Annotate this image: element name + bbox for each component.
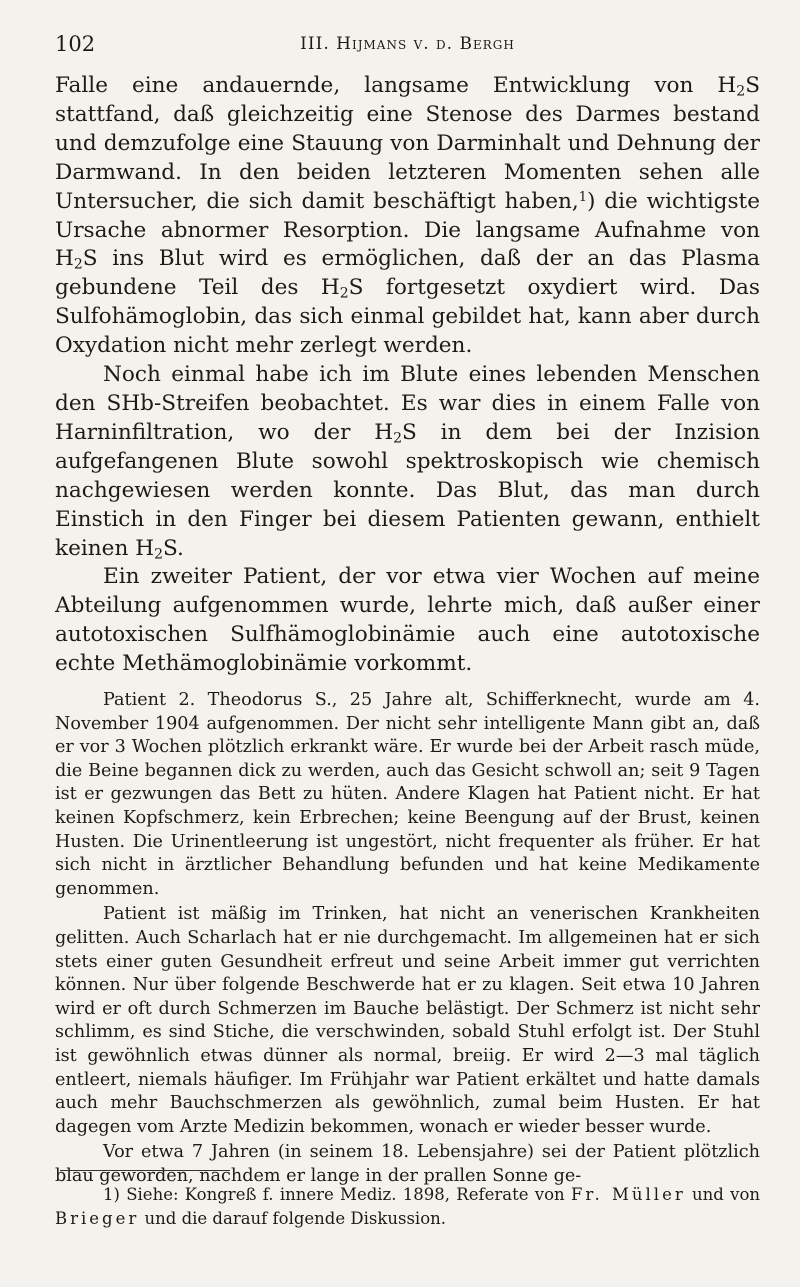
subscript: 2 (393, 430, 403, 447)
footnote-text: 1) Siehe: Kongreß f. innere Mediz. 1898, Referate von (103, 1185, 571, 1204)
text-run: Falle eine andauernde, langsame Entwicklung von H (55, 73, 737, 98)
paragraph-anamnesis: Patient ist mäßig im Trinken, hat nicht an venerischen Krankheiten gelitten. Auch Scharlach hat er nie durchgemacht. Im allgemeinen hat er sich stets einer guten Gesundheit erfreut und seine Arbeit immer gut verrichten können. Nur über folgende Beschwerde hat er zu klagen. Seit etwa 10 Jahren wird er oft durch Schmerzen im Bauche belästigt. Der Schmerz ist nicht sehr schlimm, es sind Stiche, die verschwinden, sobald Stuhl erfolgt ist. Der Stuhl ist gewöhnlich etwas dünner als normal, breiig. Er wird 2—3 mal täglich entleert, niemals häufiger. Im Frühjahr war Patient erkältet und hatte damals auch mehr Bauchschmerzen als gewöhnlich, zumal beim Husten. Er hat dagegen vom Arzte Medizin bekommen, wonach er wieder besser wurde. (55, 904, 760, 1137)
paragraph-case-history: Patient 2. Theodorus S., 25 Jahre alt, Schifferknecht, wurde am 4. November 1904 aufgenommen. Der nicht sehr intelligente Mann gibt an, daß er vor 3 Wochen plötzlich erkrankt wäre. Er wurde bei der Arbeit rasch müde, die Beine begannen dick zu werden, auch das Gesicht schwoll an; seit 9 Tagen ist er gezwungen das Bett zu hüten. Andere Klagen hat Patient nicht. Er hat keinen Kopfschmerz, kein Erbrechen; keine Beengung auf der Brust, keinen Husten. Die Urinentleerung ist ungestört, nicht frequenter als früher. Er hat sich nicht in ärztlicher Behandlung befunden und hat keine Medikamente genommen. (55, 690, 760, 899)
subscript: 2 (736, 83, 746, 100)
footnote-text: und die darauf folgende Diskussion. (139, 1209, 446, 1228)
body-text (55, 72, 760, 1189)
page-number: 102 (55, 32, 96, 56)
footnote-author: Fr. Müller (570, 1185, 686, 1204)
footnote (55, 1183, 760, 1231)
subscript: 2 (154, 546, 163, 562)
paragraph-history-continued: Vor etwa 7 Jahren (in seinem 18. Lebensjahre) sei der Patient plötzlich blau geworden, nachdem er lange in der prallen Sonne ge- (55, 1142, 760, 1186)
footnote-ref: 1 (578, 189, 588, 205)
text-run: S ins Blut wird es ermöglichen, daß der an das Plasma gebundene Teil des H (55, 246, 760, 301)
footnote-author: Brieger (55, 1209, 140, 1228)
paragraph-second-patient: Ein zweiter Patient, der vor etwa vier Wochen auf meine Abteilung aufgenommen wurde, lehrte mich, daß außer einer autotoxischen Sulfhämoglobinämie auch eine autotoxische echte Methämoglobinämie vorkommt. (55, 564, 760, 677)
running-head: III. Hijmans v. d. Bergh (300, 34, 515, 54)
text-run: S fortgesetzt oxydiert wird. Das Sulfohämoglobin, das sich einmal gebildet hat, kann aber durch Oxydation nicht mehr zerlegt werden. (55, 275, 760, 359)
paragraph-continuation (55, 72, 760, 361)
footnote-text: und von (685, 1185, 761, 1204)
subscript: 2 (73, 256, 83, 273)
text-run: Noch einmal habe ich im Blute eines lebenden Menschen den SHb-Streifen beobachtet. Es war dies in einem Falle von Harninfiltration, wo der H (55, 362, 760, 445)
subscript: 2 (339, 285, 349, 302)
text-run: S in dem bei der Inzision aufgefangenen Blute sowohl spektroskopisch wie chemisch nachgewiesen werden konnte. Das Blut, das man durch Einstich in den Finger bei diesem Patienten gewann, enthielt keinen H (55, 419, 760, 561)
text-run: S. (163, 535, 184, 561)
page-header (55, 30, 760, 60)
paragraph-shb-observation (55, 361, 760, 563)
footnote-rule (60, 1170, 230, 1171)
text-run: ) die wichtigste Ursache abnormer Resorption. Die langsame Aufnahme von H (55, 188, 760, 272)
text-run: S stattfand, daß gleichzeitig eine Stenose des Darmes bestand und demzufolge eine Stauung von Darminhalt und Dehnung der Darmwand. In den beiden letzteren Momenten sehen alle Untersucher, die sich damit beschäftigt haben, (55, 73, 760, 214)
